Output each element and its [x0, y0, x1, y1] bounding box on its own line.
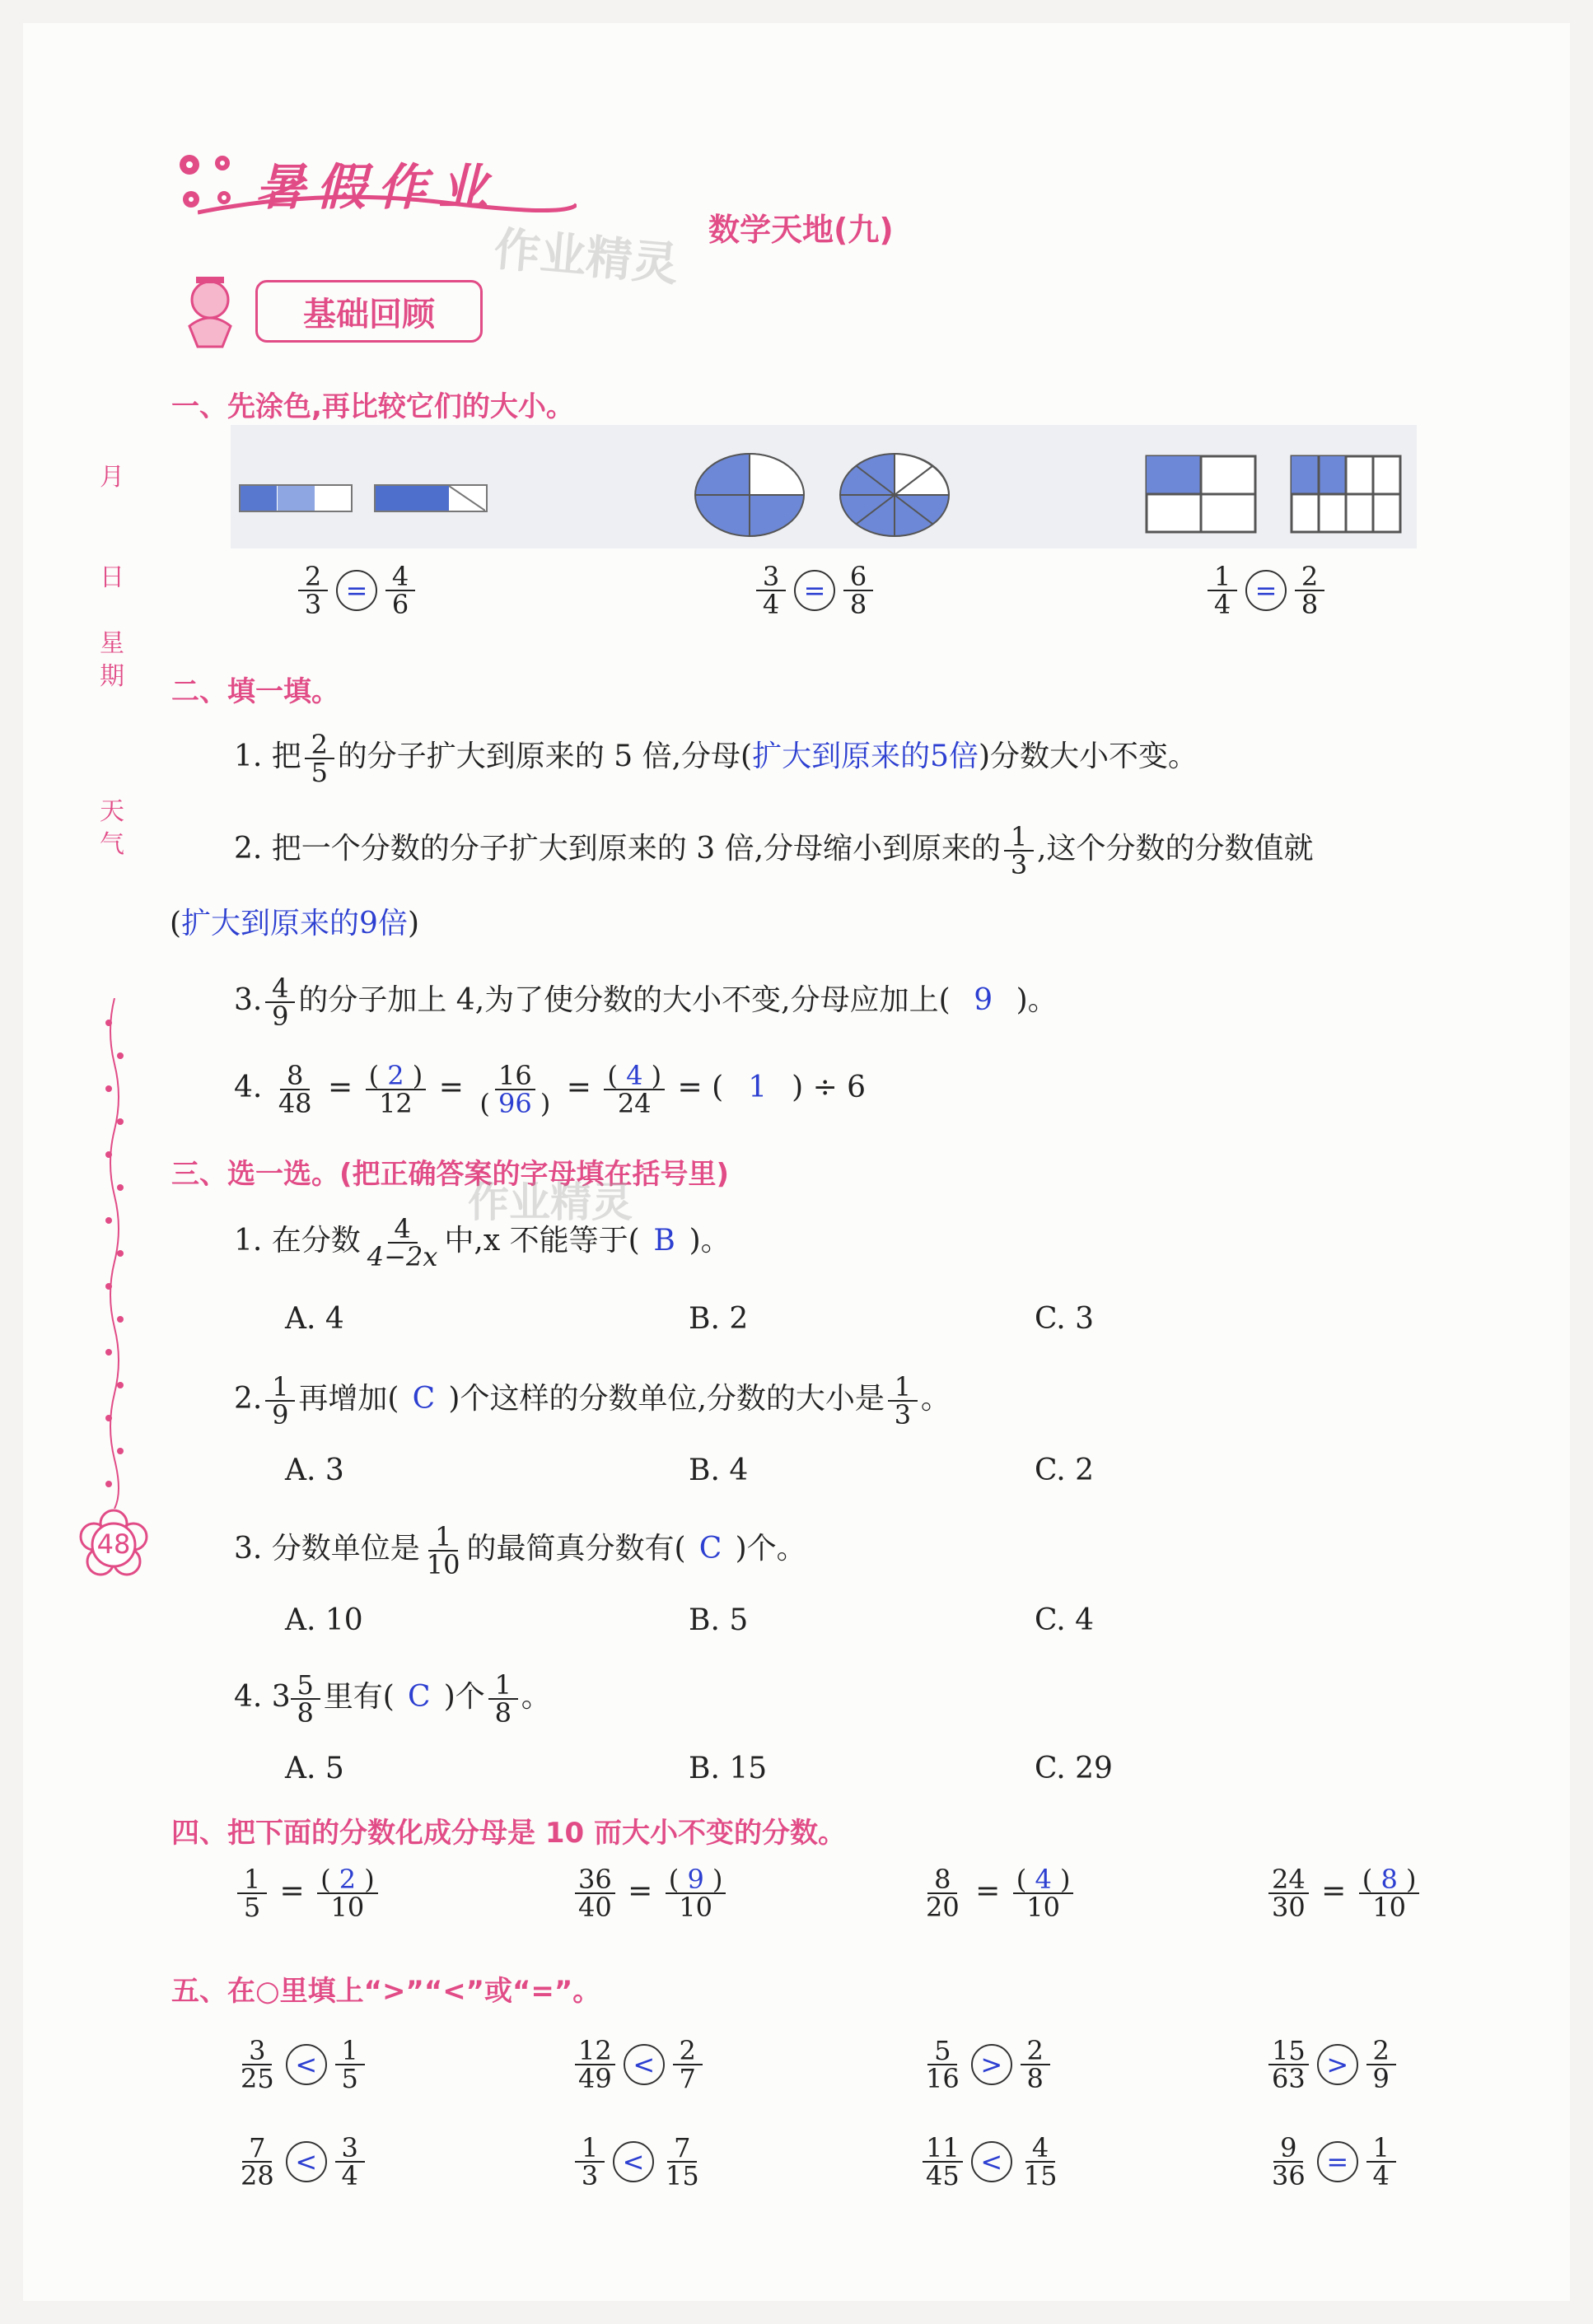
unit-subtitle: 数学天地(九) — [708, 212, 894, 248]
s3-title: 三、选一选。(把正确答案的字母填在括号里) — [171, 1158, 730, 1191]
s1-compare-2: $\frac{3}{4}$ = $\frac{6}{8}$ — [753, 563, 876, 618]
s3-q1-option-b[interactable]: B. 2 — [689, 1302, 749, 1336]
s2-title: 二、填一填。 — [171, 675, 339, 708]
s4-item-2: $\frac{36}{40}$ = $\frac{( 9 )}{10}$ — [572, 1866, 729, 1920]
answer[interactable]: 扩大到原来的9倍 — [181, 907, 408, 940]
answer[interactable]: 96 — [498, 1088, 532, 1119]
section-badge-label: 基础回顾 — [303, 295, 435, 334]
answer[interactable]: 8 — [1380, 1864, 1398, 1895]
s2-q1: 1. 把 $\frac{2}{5}$ 的分子扩大到原来的 5 倍,分母(扩大到原来的5倍)分数大小不变。 — [234, 729, 1198, 788]
page-number: 48 — [96, 1528, 131, 1560]
s3-q1-option-a[interactable]: A. 4 — [285, 1302, 344, 1336]
s5-item-8: $\frac{9}{36}$ = $\frac{1}{4}$ — [1265, 2135, 1399, 2189]
answer[interactable]: 9 — [687, 1864, 704, 1895]
square-eighths — [1290, 455, 1402, 537]
s3-q2-option-b[interactable]: B. 4 — [689, 1454, 749, 1487]
s3-q3: 3. 分数单位是 $\frac{1}{10}$ 的最简真分数有( C )个。 — [234, 1521, 806, 1580]
circle-eighths — [837, 450, 952, 544]
answer[interactable]: 1 — [748, 1071, 768, 1104]
banner-title: 暑假作业 — [255, 159, 499, 217]
vine-decoration — [102, 998, 127, 1509]
mascot-icon — [173, 268, 247, 351]
margin-weather: 天气 — [100, 797, 124, 859]
compare-answer[interactable]: < — [286, 2044, 327, 2085]
s4-item-4: $\frac{24}{30}$ = $\frac{( 8 )}{10}$ — [1265, 1866, 1422, 1920]
s3-q4: 4. 3 $\frac{5}{8}$ 里有( C )个 $\frac{1}{8}$ 。 — [234, 1669, 551, 1729]
s4-item-1: $\frac{1}{5}$ = $\frac{( 2 )}{10}$ — [234, 1866, 381, 1920]
answer[interactable]: 扩大到原来的5倍 — [752, 740, 979, 773]
s4-item-3: $\frac{8}{20}$ = $\frac{( 4 )}{10}$ — [919, 1866, 1077, 1920]
s5-item-5: $\frac{7}{28}$ < $\frac{3}{4}$ — [234, 2135, 368, 2189]
compare-answer[interactable]: = — [1317, 2141, 1358, 2182]
compare-answer[interactable]: = — [1245, 570, 1287, 611]
s5-item-6: $\frac{1}{3}$ < $\frac{7}{15}$ — [572, 2135, 706, 2189]
answer[interactable]: 4 — [1035, 1864, 1052, 1895]
s3-q3-option-c[interactable]: C. 4 — [1035, 1603, 1095, 1637]
answer[interactable]: 4 — [626, 1060, 643, 1091]
s2-q3: 3. $\frac{4}{9}$ 的分子加上 4,为了使分数的大小不变,分母应加上( 9 )。 — [234, 973, 1058, 1032]
compare-answer[interactable]: < — [971, 2141, 1012, 2182]
s3-q4-option-b[interactable]: B. 15 — [689, 1752, 768, 1785]
answer[interactable]: C — [698, 1532, 722, 1566]
s5-item-2: $\frac{12}{49}$ < $\frac{2}{7}$ — [572, 2037, 706, 2092]
compare-answer[interactable]: > — [1317, 2044, 1358, 2085]
s5-item-3: $\frac{5}{16}$ > $\frac{2}{8}$ — [919, 2037, 1053, 2092]
s5-item-7: $\frac{11}{45}$ < $\frac{4}{15}$ — [919, 2135, 1063, 2189]
section-badge — [255, 280, 483, 343]
margin-day: 日 — [100, 563, 124, 592]
answer[interactable]: 9 — [974, 983, 993, 1017]
answer[interactable]: B — [653, 1224, 675, 1258]
bar-sixths — [374, 484, 488, 512]
s5-item-4: $\frac{15}{63}$ > $\frac{2}{9}$ — [1265, 2037, 1399, 2092]
answer[interactable]: 2 — [339, 1864, 357, 1895]
s1-title: 一、先涂色,再比较它们的大小。 — [171, 390, 574, 423]
s2-q4: 4. $\frac{8}{48}$ = $\frac{( 2 )}{12}$ = $\frac{16}{( 96 )}$ = $\frac{( 4 )}{24}$ = ( 1 ) ÷ 6 — [234, 1060, 867, 1119]
compare-answer[interactable]: < — [624, 2044, 665, 2085]
compare-answer[interactable]: = — [336, 570, 377, 611]
page-number-badge — [76, 1507, 152, 1583]
s1-compare-3: $\frac{1}{4}$ = $\frac{2}{8}$ — [1204, 563, 1328, 618]
square-quarters — [1145, 455, 1257, 537]
margin-month: 月 — [100, 463, 124, 492]
compare-answer[interactable]: = — [794, 570, 835, 611]
s3-q2-option-c[interactable]: C. 2 — [1035, 1454, 1095, 1487]
watermark: 作业精灵 — [492, 222, 681, 292]
compare-answer[interactable]: < — [613, 2141, 654, 2182]
s3-q4-option-a[interactable]: A. 5 — [285, 1752, 344, 1785]
compare-answer[interactable]: > — [971, 2044, 1012, 2085]
s5-title: 五、在○里填上“>”“<”或“=”。 — [171, 1975, 601, 2008]
watermark-2: 作业精灵 — [468, 1178, 633, 1226]
circle-quarters — [692, 450, 807, 544]
answer[interactable]: C — [407, 1680, 431, 1714]
s2-q2: 2. 把一个分数的分子扩大到原来的 3 倍,分母缩小到原来的 $\frac{1}{3}$ ,这个分数的分数值就 — [234, 821, 1314, 880]
bar-thirds — [239, 484, 353, 512]
s3-q2-option-a[interactable]: A. 3 — [285, 1454, 344, 1487]
s3-q2: 2. $\frac{1}{9}$ 再增加( C )个这样的分数单位,分数的大小是 $\frac{1}{3}$ 。 — [234, 1371, 951, 1430]
s1-compare-1: $\frac{2}{3}$ = $\frac{4}{6}$ — [295, 563, 418, 618]
margin-weekday: 星期 — [100, 629, 124, 691]
s4-title: 四、把下面的分数化成分母是 10 而大小不变的分数。 — [171, 1817, 846, 1850]
s3-q1: 1. 在分数 $\frac{4}{4-2x}$ 中,x 不能等于( B )。 — [234, 1213, 731, 1272]
s3-q1-option-c[interactable]: C. 3 — [1035, 1302, 1095, 1336]
compare-answer[interactable]: < — [286, 2141, 327, 2182]
s5-item-1: $\frac{3}{25}$ < $\frac{1}{5}$ — [234, 2037, 368, 2092]
answer[interactable]: C — [412, 1382, 436, 1416]
s3-q3-option-a[interactable]: A. 10 — [285, 1603, 363, 1637]
answer[interactable]: 2 — [387, 1060, 404, 1091]
s3-q4-option-c[interactable]: C. 29 — [1035, 1752, 1113, 1785]
s3-q3-option-b[interactable]: B. 5 — [689, 1603, 749, 1637]
s2-q2-line2: (扩大到原来的9倍) — [170, 907, 419, 940]
